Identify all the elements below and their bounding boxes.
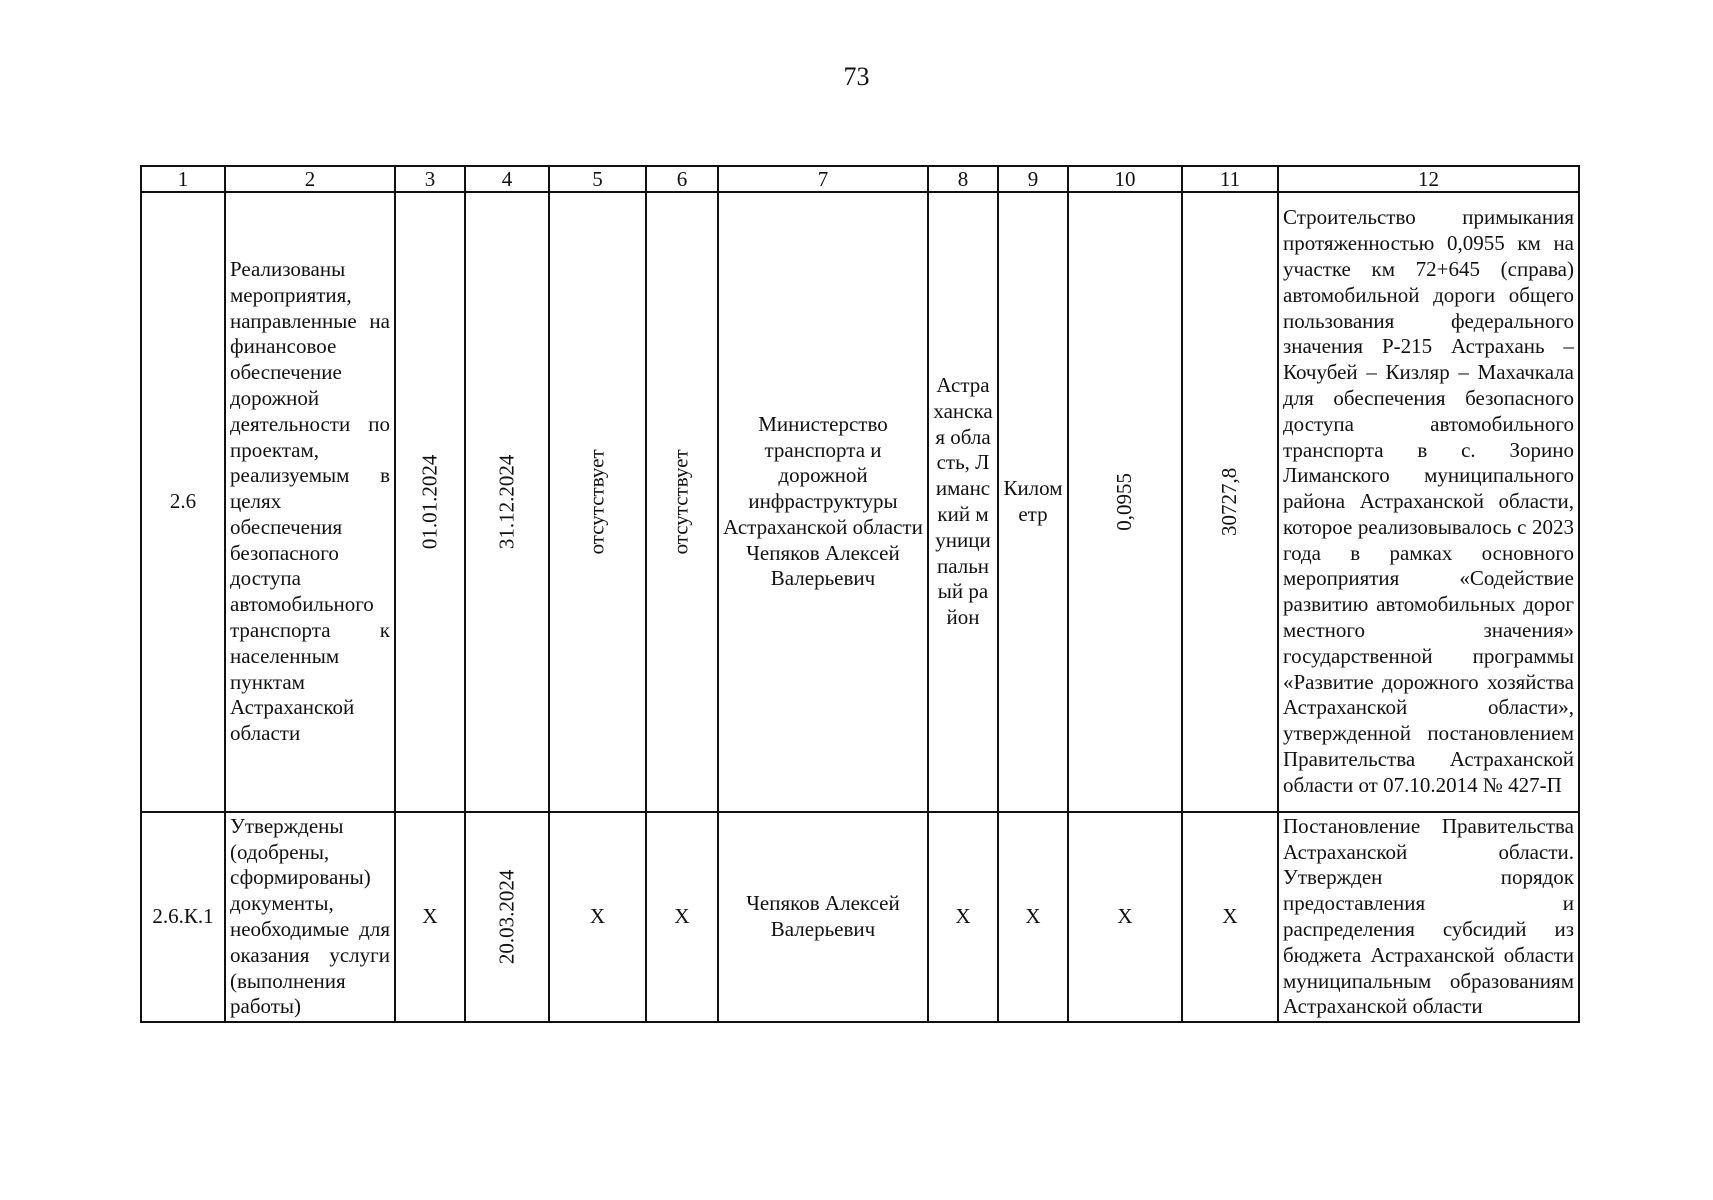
row-number: 2.6 (141, 192, 225, 812)
start-date: X (395, 812, 465, 1022)
header-cell-8: 8 (928, 166, 998, 192)
note: Постановление Правительства Астраханской области. Утвержден порядок предоставления и распределения субсидий из бюджета Астраханской области муниципальным образованиям Астраханской области (1278, 812, 1579, 1022)
indicator-value: 0,0955 (1112, 473, 1137, 531)
table-row (141, 812, 1579, 1022)
header-cell-11: 11 (1182, 166, 1278, 192)
col5-value: X (549, 812, 646, 1022)
header-cell-5: 5 (549, 166, 646, 192)
header-cell-9: 9 (998, 166, 1068, 192)
indicator-value: X (1068, 812, 1182, 1022)
col6-value: отсутствует (669, 449, 694, 555)
col6-cell (646, 192, 718, 812)
col6-value: X (646, 812, 718, 1022)
header-cell-12: 12 (1278, 166, 1579, 192)
unit: Километр (998, 192, 1068, 812)
territory: X (928, 812, 998, 1022)
result-name: Утверждены (одобрены, сформированы) документы, необходимые для оказания услуги (выполнения работы) (225, 812, 395, 1022)
header-cell-7: 7 (718, 166, 928, 192)
end-date-cell (465, 812, 549, 1022)
header-cell-3: 3 (395, 166, 465, 192)
start-date: 01.01.2024 (417, 454, 442, 550)
col5-value: отсутствует (584, 449, 609, 555)
end-date: 20.03.2024 (494, 869, 519, 965)
end-date-cell (465, 192, 549, 812)
amount: 30727,8 (1217, 467, 1242, 537)
unit: X (998, 812, 1068, 1022)
end-date: 31.12.2024 (494, 454, 519, 550)
header-cell-1: 1 (141, 166, 225, 192)
header-cell-4: 4 (465, 166, 549, 192)
header-row (141, 166, 1579, 192)
header-cell-2: 2 (225, 166, 395, 192)
responsible: Министерство транспорта и дорожной инфраструктуры Астраханской области Чепяков Алексей Валерьевич (718, 192, 928, 812)
header-cell-6: 6 (646, 166, 718, 192)
header-cell-10: 10 (1068, 166, 1182, 192)
responsible: Чепяков Алексей Валерьевич (718, 812, 928, 1022)
plan-table (140, 165, 1580, 1023)
table-row (141, 192, 1579, 812)
page-number: 73 (843, 62, 870, 91)
row-number: 2.6.К.1 (141, 812, 225, 1022)
start-date-cell (395, 192, 465, 812)
value-cell (1068, 192, 1182, 812)
amount: X (1182, 812, 1278, 1022)
result-name: Реализованы мероприятия, направленные на финансовое обеспечение дорожной деятельности по проектам, реализуемым в целях обеспечения безопасного доступа автомобильного транспорта к населенным пунктам Астраханской области (225, 192, 395, 812)
territory: Астраханская область, Лиманский муниципальный район (928, 192, 998, 812)
col5-cell (549, 192, 646, 812)
note: Строительство примыкания протяженностью 0,0955 км на участке км 72+645 (справа) автомобильной дороги общего пользования федерального значения Р-215 Астрахань – Кочубей – Кизляр – Махачкала для обеспечения безопасного доступа автомобильного транспорта в с. Зорино Лиманского муниципального района Астраханской области, которое реализовывалось с 2023 года в рамках основного мероприятия «Содействие развитию автомобильных дорог местного значения» государственной программы «Развитие дорожного хозяйства Астраханской области», утвержденной постановлением Правительства Астраханской области от 07.10.2014 № 427-П (1278, 192, 1579, 812)
amount-cell (1182, 192, 1278, 812)
